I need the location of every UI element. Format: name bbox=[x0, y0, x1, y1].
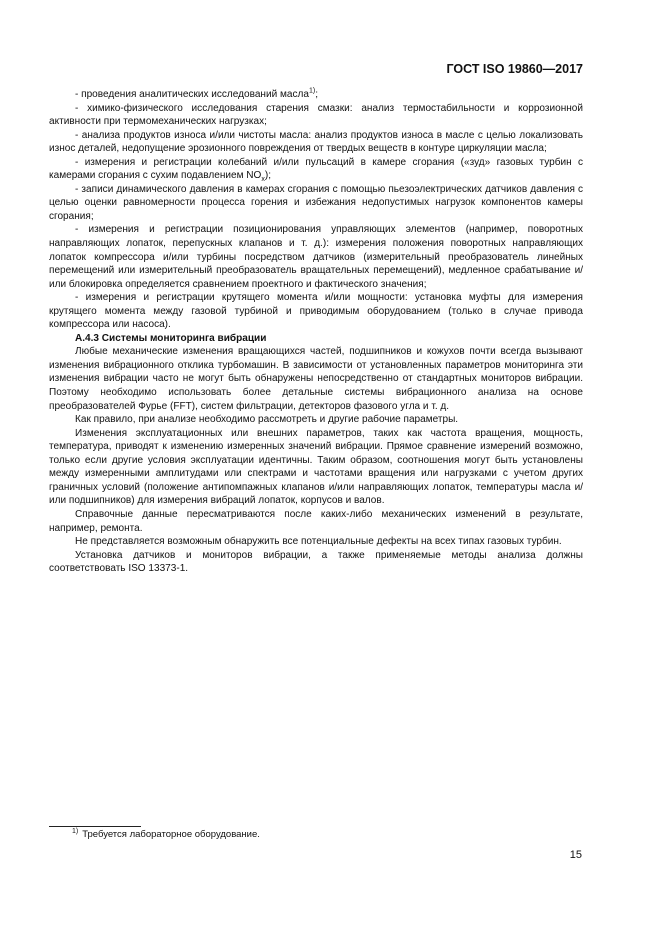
footnote-ref: 1) bbox=[308, 87, 316, 95]
body-paragraph: Не представляется возможным обнаружить все потенциальные дефекты на всех типах газовых турбин. bbox=[75, 536, 562, 548]
list-item-lubricant-aging: - химико-физического исследования старения смазки: анализ термостабильности и коррозионной активности при термомеханических нагрузках; bbox=[49, 102, 583, 128]
page-number: 15 bbox=[569, 849, 582, 861]
body-paragraph: Как правило, при анализе необходимо рассмотреть и другие рабочие параметры. bbox=[75, 414, 459, 426]
body-paragraph: Справочные данные пересматриваются после каких-либо механических изменений в результате, например, ремонта. bbox=[49, 508, 583, 534]
list-item-wear-products: - анализа продуктов износа и/или чистоты масла: анализ продуктов износа в масле с целью локализовать износ деталей, недопущение эрозионного повреждения от твердых веществ в контуре циркуляции масла; bbox=[49, 129, 583, 155]
footnote-divider bbox=[49, 826, 141, 827]
list-item-oil-analysis: - проведения аналитических исследований масла$^{1)}$; bbox=[75, 87, 318, 100]
footnote-mark: 1) bbox=[72, 827, 79, 835]
footnote-text: Требуется лабораторное оборудование. bbox=[82, 829, 260, 840]
document-header: ГОСТ ISO 19860—2017 bbox=[446, 62, 583, 76]
body-paragraph: Изменения эксплуатационных или внешних параметров, таких как частота вращения, мощность, температура, приводят к изменению измеренных значений вибрации. Прямое сравнение измерений возможно, только если другие условия эксплуатации идентичны. Таким образом, соотношения могут быть установлены между измеренными амплитудами или спектрами и частотами вращения или нагрузками с учетом других граничных условий (положение антипомпажных клапанов и/или направляющих лопаток, температуры масла и/или подшипников) для измерения вибраций лопаток, корпусов и валов. bbox=[49, 427, 583, 507]
document-body bbox=[49, 88, 583, 576]
body-paragraph: Любые механические изменения вращающихся частей, подшипников и кожухов почти всегда вызывают изменения вибрационного отклика турбомашин. В зависимости от установленных параметров мониторинга эти изменения вибрации часто не могут быть обнаружены непосредственно от стандартных мониторов вибрации. Поэтому необходимо использовать более детальные системы вибрационного анализа на основе преобразователей Фурье (FFT), систем фильтрации, детекторов фазового угла и т. д. bbox=[49, 346, 583, 412]
list-item-positioning: - измерения и регистрации позиционирования управляющих элементов (например, поворотных направляющих лопаток, перепускных клапанов и т. д.): измерения положения поворотных направляющих лопаток компрессора и/или турбины посредством датчиков (измерительный преобразователь линейных перемещений или измерительный преобразователь вращательных перемещений), медленное срабатывание и/или блокировка определяется сравнением проектного и фактического значения; bbox=[49, 224, 583, 290]
list-item-combustion-oscillations: - измерения и регистрации колебаний и/или пульсаций в камере сгорания («зуд» газовых турбин с камерами сгорания с сухим подавлением $NO_x$); bbox=[49, 156, 583, 184]
list-item-torque: - измерения и регистрации крутящего момента и/или мощности: установка муфты для измерения крутящего момента между газовой турбиной и приводимым оборудованием (только в случае привода компрессора или насоса). bbox=[49, 292, 583, 331]
section-heading: А.4.3 Системы мониторинга вибрации bbox=[75, 332, 267, 344]
body-paragraph: Установка датчиков и мониторов вибрации, а также применяемые методы анализа должны соответствовать ISO 13373-1. bbox=[49, 549, 583, 575]
list-item-dynamic-pressure: - записи динамического давления в камерах сгорания с помощью пьезоэлектрических датчиков давления с целью оценки равномерности процесса горения и избежания недопустимых нагрузок компонентов камеры сгорания; bbox=[49, 183, 583, 222]
footnote bbox=[72, 829, 260, 840]
